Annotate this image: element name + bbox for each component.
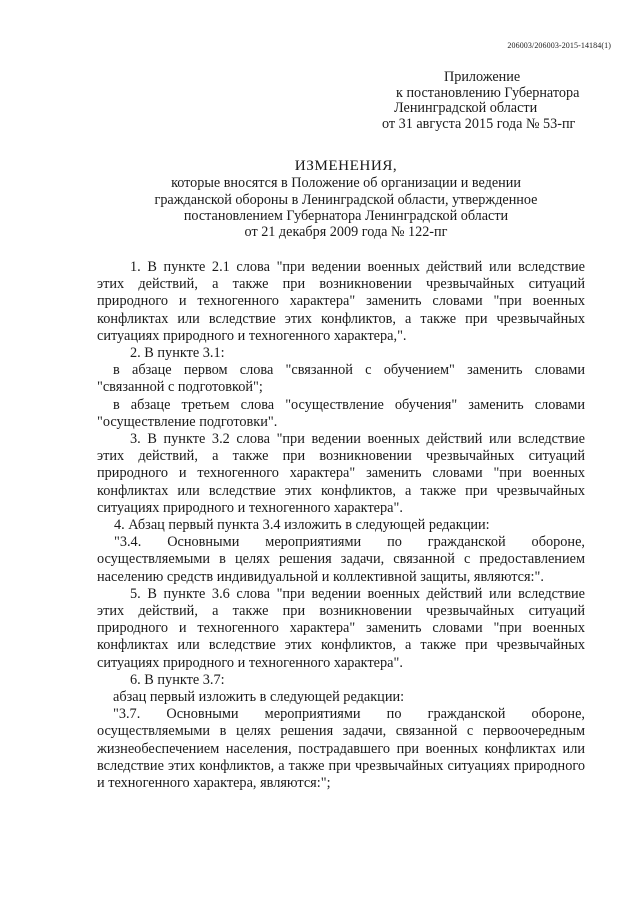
paragraph-item-5: 5. В пункте 3.6 слова "при ведении военных действий или вследствие этих действий, а также при возникновении чрезвычайных ситуаций природного и техногенного характера" заменить словами "при военных конфликтах или вследствие этих конфликтов, а также при чрезвычайных ситуациях природного и техногенного характера". <box>97 585 585 671</box>
appendix-block <box>382 70 579 132</box>
paragraph-item-3: 3. В пункте 3.2 слова "при ведении военных действий или вследствие этих действий, а также при возникновении чрезвычайных ситуаций природного и техногенного характера" заменить словами "при военных конфликтах или вследствие этих конфликтов, а также при чрезвычайных ситуациях природного и техногенного характера". <box>97 431 585 516</box>
paragraph-quote: "3.4. Основными мероприятиями по гражданской обороне, осуществляемыми в целях решения задачи, связанной с предоставлением населению средств индивидуальной и коллективной защиты, являются:". <box>97 534 585 585</box>
paragraph-item-6: 6. В пункте 3.7: <box>130 671 225 688</box>
paragraph-subitem: абзац первый изложить в следующей редакции: <box>113 689 405 706</box>
title-line: постановлением Губернатора Ленинградской области <box>183 207 509 224</box>
title-line: гражданской обороны в Ленинградской области, утвержденное <box>154 191 538 208</box>
appendix-date: от 31 августа 2015 года № 53-пг <box>382 115 576 132</box>
paragraph-quote: "3.7. Основными мероприятиями по гражданской обороне, осуществляемыми в целях решения задачи, связанной с первоочередным жизнеобеспечением населения, пострадавшего при военных конфликтах или вследствие этих конфликтов, а также при чрезвычайных ситуациях природного и техногенного характера, являются:"; <box>97 706 585 792</box>
paragraph-subitem: в абзаце первом слова "связанной с обучением" заменить словами "связанной с подготовкой"; <box>97 362 585 396</box>
title-line: которые вносятся в Положение об организации и ведении <box>171 175 521 192</box>
title-main: ИЗМЕНЕНИЯ, <box>294 157 398 174</box>
paragraph-item-2: 2. В пункте 3.1: <box>130 345 225 362</box>
paragraph-item-1: 1. В пункте 2.1 слова "при ведении военных действий или вследствие этих действий, а также при возникновении чрезвычайных ситуаций природного и техногенного характера" заменить словами "при военных конфликтах или вследствие этих конфликтов, а также при чрезвычайных ситуациях природного и техногенного характера,". <box>97 259 585 344</box>
title-line: от 21 декабря 2009 года № 122-пг <box>244 224 448 241</box>
paragraph-subitem: в абзаце третьем слова "осуществление обучения" заменить словами "осуществление подготовки". <box>97 396 585 430</box>
document-number: 206003/206003-2015-14184(1) <box>507 41 611 50</box>
paragraph-item-4: 4. Абзац первый пункта 3.4 изложить в следующей редакции: <box>114 517 490 534</box>
appendix-reference: к постановлению Губернатора <box>396 84 580 101</box>
appendix-region: Ленинградской области <box>394 100 538 116</box>
document-title <box>88 158 604 240</box>
document-body <box>97 259 585 792</box>
appendix-title: Приложение <box>444 69 521 85</box>
